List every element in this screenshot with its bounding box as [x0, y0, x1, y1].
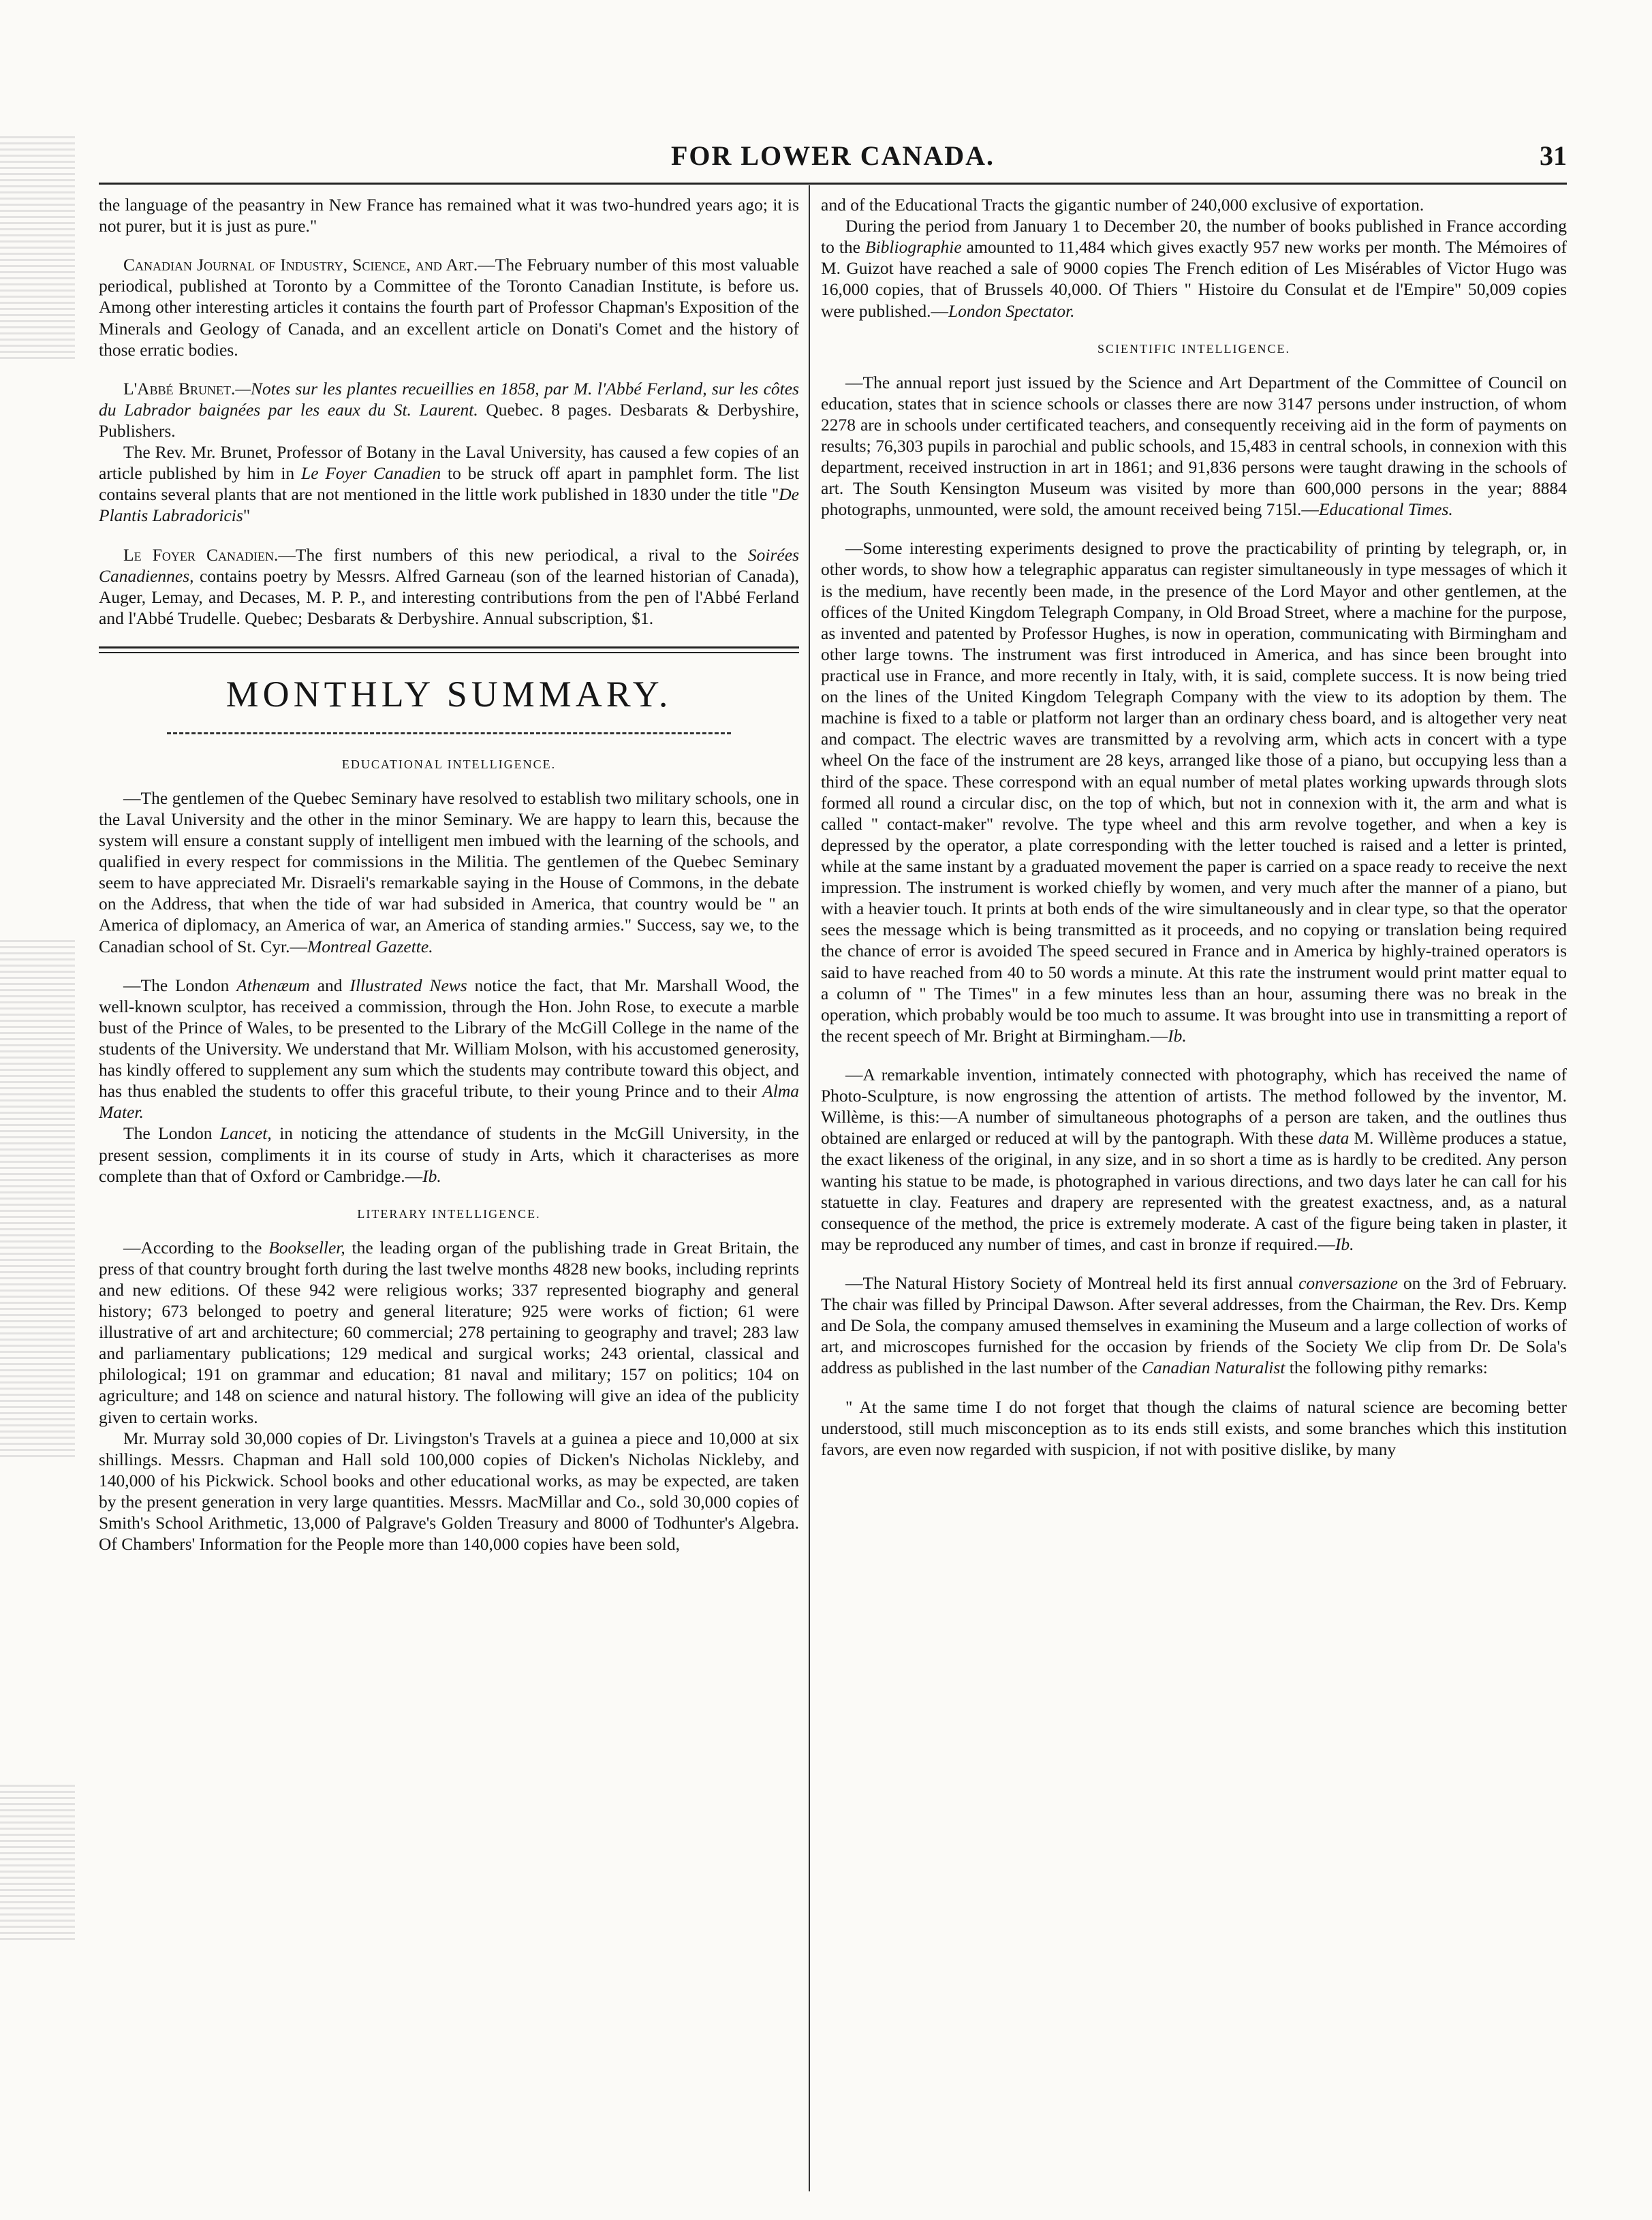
paragraph-lancet: The London Lancet, in noticing the attendance of students in the McGill University, in the present session, compliments it in its course of study in Arts, which it characterises as more complete than that of Oxford or Cambridge.—Ib.	[99, 1123, 799, 1186]
paragraph-photo-sculpture: —A remarkable invention, intimately connected with photography, which has received the name of Photo-Sculpture, is now engrossing the attention of artists. The method followed by the inventor, M. Willème, is this:—A number of simultaneous photographs of a person are taken, and the outlines thus obtained are enlarged or reduced at will by the pantograph. With these data M. Willème produces a statue, the exact likeness of the original, in any size, and in so short a time as is hardly to be credited. Any person wanting his statue to be made, is photographed in various directions, and two days later he can call for his statuette in clay. Features and drapery are represented with the greatest exactness, and, as a natural consequence of the method, the price is extremely moderate. A cast of the figure being taken in plaster, it may be reproduced any number of times, and cast in bronze if required.—Ib.	[821, 1065, 1567, 1254]
paragraph-science-art-report: —The annual report just issued by the Science and Art Department of the Committee of Council on education, states that in science schools or classes there are now 3147 persons under instruction, of whom 2278 are in schools under certificated teachers, and consequently receiving aid in the form of payments on results; 76,303 pupils in parochial and public schools, and 15,483 in central schools, in connexion with this department, received instruction in art in 1861; and 91,836 persons were taught drawing in the schools of art. The South Kensington Museum was visited by more than 600,000 persons in the year; 8884 photographs, unmounted, were sold, the amount received being 715l.—Educational Times.	[821, 372, 1567, 520]
entry-title: L'Abbé Brunet.	[123, 378, 236, 398]
educational-intelligence-heading: EDUCATIONAL INTELLIGENCE.	[341, 757, 557, 771]
literary-intelligence-heading: LITERARY INTELLIGENCE.	[357, 1206, 541, 1221]
paragraph-canadian-journal: Canadian Journal of Industry, Science, and Art.—The February number of this most valuable periodical, published at Toronto by a Committee of the Toronto Canadian Institute, is before us. Among other interesting articles it contains the fourth part of Professor Chapman's Exposition of the Minerals and Geology of Canada, and an excellent article on Donati's Comet and the history of those erratic bodies.	[99, 255, 799, 360]
column-divider	[809, 185, 810, 2191]
paragraph-france-books: During the period from January 1 to December 20, the number of books published in France according to the Bibliographie amounted to 11,484 which gives exactly 957 new works per month. The Mémoires of M. Guizot have reached a sale of 9000 copies The French edition of Les Misérables of Victor Hugo was 16,000 copies, that of Brussels 40,000. Of Thiers " Histoire du Consulat et de l'Empire" 50,009 copies were published.—London Spectator.	[821, 216, 1567, 321]
paragraph-bookseller: —According to the Bookseller, the leading organ of the publishing trade in Great Britain, the press of that country brought forth during the last twelve months 4828 new books, including reprints and new editions. Of these 942 were religious works; 337 represented biography and general history; 673 belonged to poetry and general literature; 925 were works of fiction; 61 were illustrative of art and architecture; 60 commercial; 278 pertaining to geography and travel; 283 law and parliamentary publications; 129 medical and surgical works; 243 oriental, classical and philological; 191 on grammar and education; 81 naval and military; 157 on politics; 104 on agriculture; and 148 on science and natural history. The following will give an idea of the publicity given to certain works.	[99, 1237, 800, 1427]
paragraph-abbe-brunet: L'Abbé Brunet.—Notes sur les plantes recueillies en 1858, par M. l'Abbé Ferland, sur les côtes du Labrador baignées par les eaux du St. Laurent. Quebec. 8 pages. Desbarats & Derbyshire, Publishers.	[99, 378, 799, 441]
page-number: 31	[1540, 140, 1567, 171]
paragraph-foyer-canadien: Le Foyer Canadien.—The first numbers of this new periodical, a rival to the Soirées Canadiennes, contains poetry by Messrs. Alfred Garneau (son of the learned historian of Canada), Auger, Lemay, and Decases, M. P. P., and interesting contributions from the pen of l'Abbé Ferland and l'Abbé Trudelle. Quebec; Desbarats & Derbyshire. Annual subscription, $1.	[99, 544, 799, 628]
scan-margin-shadow-top	[0, 136, 75, 361]
page-header	[99, 140, 1567, 181]
paragraph-educational-tracts: and of the Educational Tracts the gigantic number of 240,000 exclusive of exportation.	[821, 195, 1424, 215]
scan-margin-shadow-middle	[0, 940, 75, 1458]
right-column	[821, 194, 1567, 1460]
monthly-summary-title: MONTHLY SUMMARY.	[225, 673, 672, 715]
paragraph-natural-history-society: —The Natural History Society of Montreal held its first annual conversazione on the 3rd of February. The chair was filled by Principal Dawson. After several addresses, from the Chairman, the Rev. Drs. Kemp and De Sola, the company amused themselves in examining the Museum and a large collection of works of art, and microscopes furnished for the occasion by friends of the Society We clip from Dr. De Sola's address as published in the last number of the Canadian Naturalist the following pithy remarks:	[821, 1272, 1567, 1378]
entry-title: Canadian Journal of Industry, Science, and Art.	[123, 255, 478, 275]
paragraph-telegraph-printing: —Some interesting experiments designed to prove the practicability of printing by telegraph, or, in other words, to show how a telegraphic apparatus can register simultaneously in type messages of which it is the medium, have recently been made, in the presence of the Lord Mayor and other gentlemen, at the offices of the United Kingdom Telegraph Company, in Old Broad Street, where a machine for the purpose, as invented and patented by Professor Hughes, is now in operation, communicating with Birmingham and other large towns. The instrument was first introduced in America, and has since been brought into practical use in France, and more recently in Italy, with, it is said, complete success. It is now being tried on the lines of the United Kingdom Telegraph Company with the view to its adoption by them. The machine is fixed to a table or platform not larger than an ordinary chess board, and is altogether very neat and compact. The electric waves are transmitted by a revolving arm, which acts in concert with a type wheel On the face of the instrument are 28 keys, arranged like those of a piano, but occupying less than a third of the space. These correspond with an equal number of metal plates working upwards through slots formed all round a circular disc, on the top of which, but not in connexion with it, the arm and what is called " contact-maker" revolve. The type wheel and this arm revolve together, and when a key is depressed by the operator, a plate corresponding with the letter touched is raised and a letter is printed, while at the same instant by a graduated movement the paper is carried on a space ready to receive the next impression. The instrument is worked chiefly by women, and very much after the manner of a piano, but with a heavier touch. It prints at both ends of the wire simultaneously and in clear type, so that the operator sees the message which is being transmitted as it proceeds, and no copying or translation being required the chance of error is avoided The speed secured in France and in America by highly-trained operators is said to have reached from 40 to 50 words a minute. At this rate the instrument would print matter equal to a column of " The Times" in a few minutes less than an hour, assuming there was no break in the operation, which probably would be too much to assume. It was brought into use in transmitting a report of the recent speech of Mr. Bright at Birmingham.—Ib.	[821, 538, 1567, 1046]
paragraph-de-sola-quote: " At the same time I do not forget that though the claims of natural science are becoming better understood, still much misconception as to its ends still exists, and some branches which this institution favors, are even now regarded with suspicion, if not with positive dislike, by many	[821, 1396, 1567, 1459]
left-column	[99, 194, 799, 1554]
paragraph-rev-brunet: The Rev. Mr. Brunet, Professor of Botany in the Laval University, has caused a few copies of an article published by him in Le Foyer Canadien to be struck off apart in pamphlet form. The list contains several plants that are not mentioned in the little work published in 1830 under the title "De Plantis Labradoricis"	[99, 442, 799, 526]
paragraph-marshall-wood: —The London Athenæum and Illustrated News notice the fact, that Mr. Marshall Wood, the well-known sculptor, has received a commission, through the Hon. John Rose, to execute a marble bust of the Prince of Wales, to be presented to the Library of the McGill College in the name of the students of the University. We understand that Mr. William Molson, with his accustomed generosity, has kindly offered to supplement any sum which the students may contribute toward this object, and has thus enabled the students to offer this graceful tribute, to their young Prince and to their Alma Mater.	[99, 975, 799, 1123]
scientific-intelligence-heading: SCIENTIFIC INTELLIGENCE.	[1097, 341, 1290, 356]
running-title: FOR LOWER CANADA.	[670, 140, 995, 171]
paragraph-quebec-seminary: —The gentlemen of the Quebec Seminary have resolved to establish two military schools, one in the Laval University and the other in the minor Seminary. We are happy to learn this, because the system will ensure a constant supply of intelligent men imbued with the learning of the schools, and qualified in every respect for commissions in the Militia. The gentlemen of the Quebec Seminary seem to have appreciated Mr. Disraeli's remarkable saying in the House of Commons, in the debate on the Address, that when the tide of war had subsided in America, that country would be " an America of diplomacy, an America of war, an America of standing armies." Success, say we, to the Canadian school of St. Cyr.—Montreal Gazette.	[99, 787, 799, 956]
ornamental-rule	[167, 732, 731, 734]
section-double-rule	[99, 646, 799, 653]
entry-title: Le Foyer Canadien.	[123, 544, 279, 565]
scan-margin-shadow-bottom	[0, 1785, 75, 1941]
paragraph-murray-sales: Mr. Murray sold 30,000 copies of Dr. Livingston's Travels at a guinea a piece and 10,000 at six shillings. Messrs. Chapman and Hall sold 100,000 copies of Dicken's Nicholas Nickleby, and 140,000 of his Pickwick. School books and other educational works, as may be expected, are taken by the present generation in very large quantities. Messrs. MacMillar and Co., sold 30,000 copies of Smith's School Arithmetic, 13,000 of Palgrave's Golden Treasury and 8000 of Todhunter's Algebra. Of Chambers' Information for the People more than 140,000 copies have been sold,	[99, 1428, 799, 1554]
header-rule	[99, 183, 1567, 185]
paragraph-peasantry: the language of the peasantry in New France has remained what it was two-hundred years ago; it is not purer, but it is just as pure."	[99, 195, 799, 236]
